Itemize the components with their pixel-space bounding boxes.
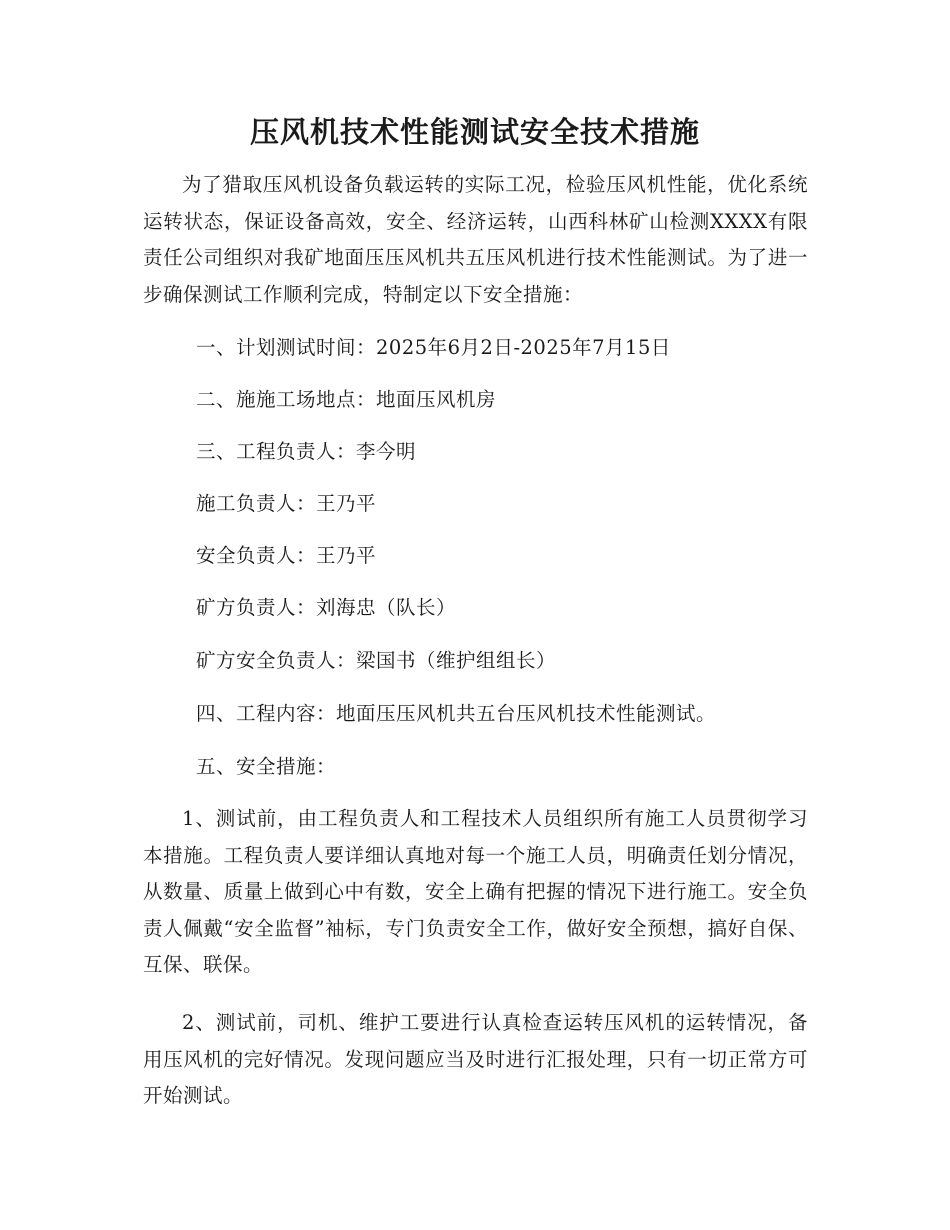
- measure-paragraph-1: 1、测试前，由工程负责人和工程技术人员组织所有施工人员贯彻学习本措施。工程负责人要详细认真地对每一个施工人员，明确责任划分情况，从数量、质量上做到心中有数，安全上确有把握的情况下进行施工。安全负责人佩戴“安全监督”袖标，专门负责安全工作，做好安全预想，搞好自保、互保、联保。: [143, 807, 808, 976]
- construction-lead-line: 施工负责人：王乃平: [196, 492, 377, 515]
- work-content-line: 四、工程内容：地面压压风机共五台压风机技术性能测试。: [196, 702, 717, 725]
- mine-safety-lead-line: 矿方安全负责人：梁国书（维护组组长）: [196, 649, 557, 672]
- intro-paragraph: 为了猎取压风机设备负载运转的实际工况，检验压风机性能，优化系统运转状态，保证设备高效，安全、经济运转，山西科林矿山检测XXXX有限责任公司组织对我矿地面压压风机共五压风机进行技术性能测试。为了进一步确保测试工作顺利完成，特制定以下安全措施：: [143, 173, 808, 306]
- safety-measures-heading: 五、安全措施：: [196, 755, 337, 778]
- work-site-line: 二、施施工场地点：地面压风机房: [196, 388, 497, 411]
- measure-paragraph-2: 2、测试前，司机、维护工要进行认真检查运转压风机的运转情况，备用压风机的完好情况。发现问题应当及时进行汇报处理，只有一切正常方可开始测试。: [143, 1011, 808, 1107]
- document-title: 压风机技术性能测试安全技术措施: [249, 115, 700, 149]
- safety-lead-line: 安全负责人：王乃平: [196, 544, 377, 567]
- project-lead-line: 三、工程负责人：李今明: [196, 440, 417, 463]
- mine-lead-line: 矿方负责人：刘海忠（队长）: [196, 596, 457, 619]
- test-time-line: 一、计划测试时间：2025年6月2日-2025年7月15日: [196, 336, 671, 359]
